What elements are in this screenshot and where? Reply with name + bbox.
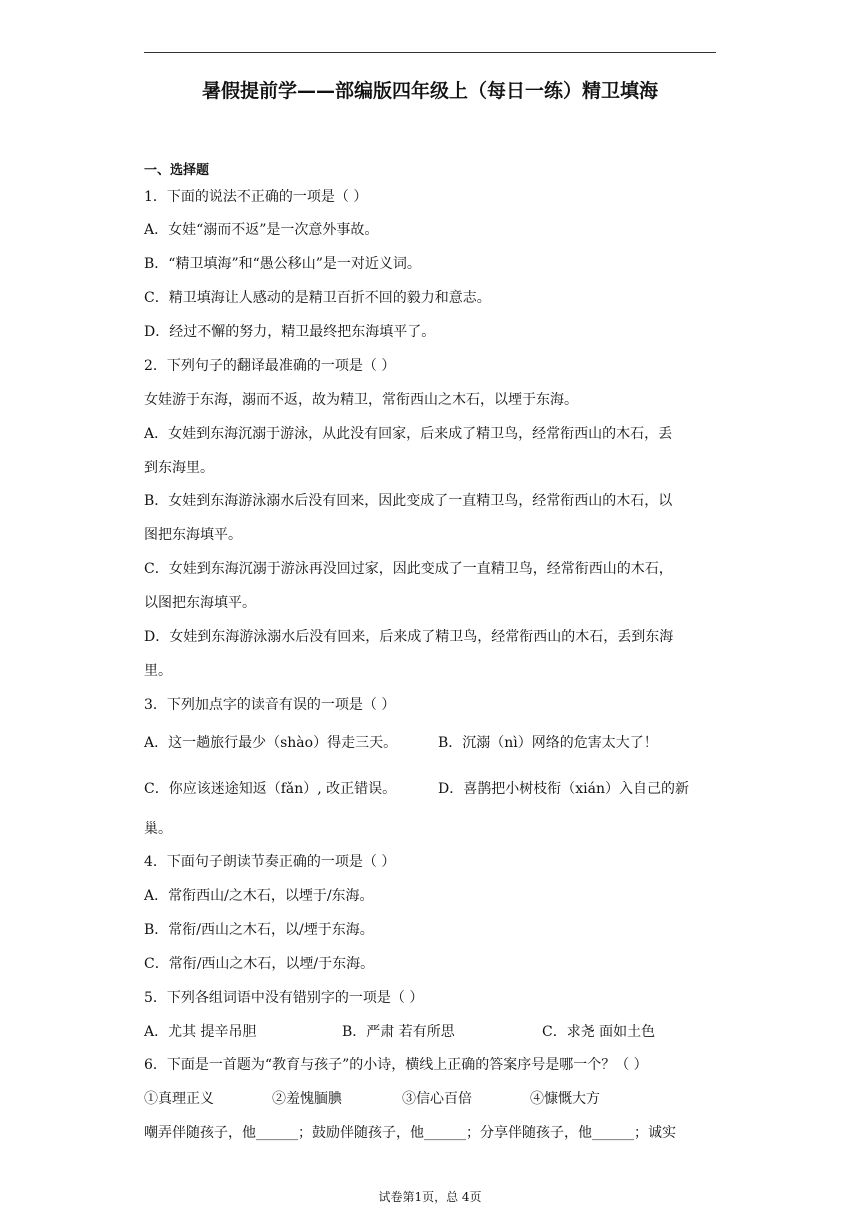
q4-option-b: B．常衔/西山之木石，以/堙于东海。 [144,922,374,938]
header-rule [144,52,716,53]
question-5: 5．下列各组词语中没有错别字的一项是（ ） [144,990,424,1006]
question-1: 1．下面的说法不正确的一项是（ ） [144,189,368,205]
q3-option-b: B．沉溺（nì）网络的危害太大了！ [438,735,658,751]
section-heading: 一、选择题 [144,163,210,178]
q6-option-1: ①真理正义 [144,1091,214,1107]
q4-option-a: A．常衔西山/之木石，以堙于/东海。 [144,888,374,904]
q5-option-c: C．求尧 面如土色 [542,1024,656,1040]
q3-option-d-cont: 巢。 [144,821,172,837]
q2-option-a-cont: 到东海里。 [144,460,214,476]
q4-option-c: C．常衔/西山之木石，以堙/于东海。 [144,956,375,972]
q2-option-d: D．女娃到东海游泳溺水后没有回来，后来成了精卫鸟，经常衔西山的木石，丢到东海 [144,629,674,645]
page-footer: 试卷第1页，总 4页 [378,1190,482,1204]
q2-passage: 女娃游于东海，溺而不返，故为精卫，常衔西山之木石，以堙于东海。 [144,392,578,408]
q6-option-2: ②羞愧腼腆 [272,1091,342,1107]
q2-option-c-cont: 以图把东海填平。 [144,595,256,611]
q3-option-c: C．你应该迷途知返（fǎn）, 改正错误。 [144,781,397,797]
question-2: 2．下列句子的翻译最准确的一项是（ ） [144,358,396,374]
q1-option-c: C．精卫填海让人感动的是精卫百折不回的毅力和意志。 [144,290,491,306]
q3-option-a: A．这一趟旅行最少（shào）得走三天。 [144,735,398,751]
question-3: 3．下列加点字的读音有误的一项是（ ） [144,697,396,713]
page-title: 暑假提前学——部编版四年级上（每日一练）精卫填海 [201,80,658,102]
q2-option-d-cont: 里。 [144,663,172,679]
question-6: 6．下面是一首题为“教育与孩子”的小诗，横线上正确的答案序号是哪一个？（ ） [144,1057,648,1073]
q2-option-b-cont: 图把东海填平。 [144,527,242,543]
q1-option-a: A．女娃“溺而不返”是一次意外事故。 [144,222,379,238]
q5-option-b: B．严肃 若有所思 [342,1024,455,1040]
question-4: 4．下面句子朗读节奏正确的一项是（ ） [144,854,396,870]
q5-option-a: A．尤其 提辛吊胆 [144,1024,257,1040]
q1-option-b: B．“精卫填海”和“愚公移山”是一对近义词。 [144,256,421,272]
q3-option-d: D．喜鹊把小树枝衔（xián）入自己的新 [438,781,689,797]
q2-option-a: A．女娃到东海沉溺于游泳，从此没有回家，后来成了精卫鸟，经常衔西山的木石，丢 [144,426,673,442]
q2-option-b: B．女娃到东海游泳溺水后没有回来，因此变成了一直精卫鸟，经常衔西山的木石，以 [144,493,673,509]
q6-poem-line: 嘲弄伴随孩子，他______；鼓励伴随孩子，他______；分享伴随孩子，他______；诚实 [144,1125,676,1141]
q2-option-c: C．女娃到东海沉溺于游泳再没回过家，因此变成了一直精卫鸟，经常衔西山的木石， [144,561,673,577]
q6-option-3: ③信心百倍 [402,1091,472,1107]
q6-option-4: ④慷慨大方 [530,1091,600,1107]
q1-option-d: D．经过不懈的努力，精卫最终把东海填平了。 [144,324,436,340]
